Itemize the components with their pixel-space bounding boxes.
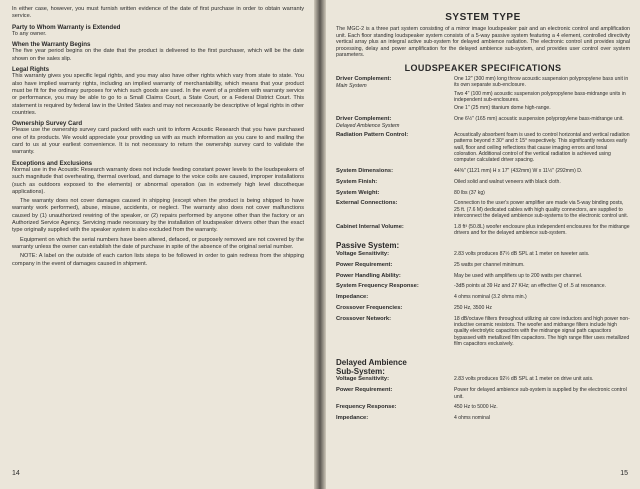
- spec-value: [454, 190, 630, 198]
- spec-value: [454, 283, 630, 291]
- spec-value: [454, 387, 630, 402]
- spec-value: [454, 404, 630, 412]
- spec-label: [336, 132, 454, 165]
- spec-value: [454, 251, 630, 259]
- spec-value-text: 18 dB/octave filters throughout utilizing air core inductors and high power non-inductive ceramic resistors. The woofer and midrange filters include high quality electrolytic capacitors with the midrange signal path capacitors bypassed with metallized film capacitors. The high range filter uses metallized film capacitors exclusively.: [454, 315, 630, 347]
- section-paragraph: Equipment on which the serial numbers have been altered, defaced, or purposely removed are not covered by the warranty unless the owner can establish the date of purchase in spite of the absence of the original serial number.: [12, 236, 304, 250]
- system-type-title: SYSTEM TYPE: [445, 12, 521, 23]
- page-number-left: 14: [12, 470, 20, 477]
- spec-label: [336, 316, 454, 349]
- spec-value-text: Connection to the user's power amplifier are made via 5-way binding posts, 25 ft. (7.6 M) dedicated cables with high quality connectors, are supplied to interconnect the delayed ambience sub-systems to the electronic control unit.: [454, 200, 629, 220]
- spec-row: [336, 251, 630, 259]
- spec-label-text: System Frequency Response:: [336, 283, 419, 290]
- warranty-sections: [12, 24, 304, 268]
- spec-row: [336, 273, 630, 281]
- spec-value-text: 25 watts per channel minimum.: [454, 261, 525, 268]
- spec-row: [336, 132, 630, 165]
- spec-label-text: Driver Complement:: [336, 115, 392, 122]
- spec-value-text: 1.8 ft³ (50.8L) woofer enclosure plus independent enclosures for the midrange drivers and for the delayed ambience sub-system.: [454, 223, 630, 237]
- spec-label-text: Voltage Sensitivity:: [336, 376, 390, 383]
- spec-value-text: 2.83 volts produces 87½ dB SPL at 1 meter on tweeter axis.: [454, 251, 590, 257]
- spec-row: [336, 294, 630, 302]
- spec-row: [336, 262, 630, 270]
- spec-sublabel: Main System: [336, 82, 367, 89]
- spec-row: [336, 179, 630, 187]
- specs-title: LOUDSPEAKER SPECIFICATIONS: [404, 62, 562, 73]
- spec-value: [454, 294, 630, 302]
- spec-value-text: Power for delayed ambience sub-system is supplied by the electronic control unit.: [454, 387, 627, 400]
- spec-value-text: -3dB points at 39 Hz and 27 KHz; an effective Q of .5 at resonance.: [454, 283, 606, 290]
- spec-label: [336, 294, 454, 302]
- spec-value: [454, 179, 630, 187]
- spec-label: [336, 262, 454, 270]
- system-type-intro: The MGC-2 is a three part system consisting of a mirror image loudspeaker pair and an electronic control and amplification unit. Each floor standing loudspeaker system consists of a 5-way passive system featuring a 4 element, controlled directivity vertical array plus an integral active sub-system for delayed ambience radiation. The electronic control unit provides signal processing, delay and power amplification for the delayed ambience sub-system, and provides user control over system parameters.: [336, 26, 630, 59]
- spec-value: [454, 316, 630, 349]
- spec-label-text: System Dimensions:: [336, 168, 394, 175]
- spec-value-text: One 12" (300 mm) long throw acoustic suspension polypropylene bass unit in its own separate sub-enclosure.: [454, 75, 629, 89]
- spec-value: [454, 200, 630, 221]
- book-gutter: [314, 0, 326, 489]
- section-heading: Legal Rights: [12, 66, 50, 74]
- passive-title: Passive System:: [336, 241, 400, 251]
- spec-row: [336, 305, 630, 313]
- spec-label: [336, 273, 454, 281]
- spec-row: [336, 387, 630, 402]
- passive-specs-list: [336, 251, 630, 349]
- right-page: [326, 0, 640, 489]
- section-heading: Ownership Survey Card: [12, 120, 83, 128]
- spec-value-text: 80 lbs (37 kg): [454, 189, 485, 196]
- spec-label: [336, 179, 454, 187]
- spec-value-text: Oiled solid and walnut veneers with black cloth.: [454, 178, 561, 185]
- spec-label-text: Voltage Sensitivity:: [336, 251, 390, 257]
- spec-row: [336, 415, 630, 423]
- spec-value: [454, 76, 630, 113]
- spec-value-text: 44⅝" (1121 mm) H x 17" (432mm) W x 11½" (292mm) D.: [454, 168, 583, 175]
- spec-label: [336, 305, 454, 313]
- section-paragraph: The warranty does not cover damages caused in shipping (except when the product is being shipped to have warranty work performed), abuse, misuse, accidents, or neglect. The warranty also does not cover malfunctions caused by (1) unauthorized rewiring of the speaker, or (2) repairs performed by anyone other than the factory or an Authorized Service Agency. Servicing made necessary by the installation of loudspeaker drivers other than the exact type originally supplied with the speaker system is also excluded from the warranty.: [12, 198, 304, 234]
- spec-value-text: One 1" (25 mm) titanium dome high-range.: [454, 105, 551, 112]
- specs-list: [336, 76, 630, 238]
- delayed-title-line2: Sub-System:: [336, 366, 385, 376]
- spec-value-text: 4 ohms nominal: [454, 415, 490, 422]
- delayed-specs-list: [336, 376, 630, 423]
- spec-label-text: Impedance:: [336, 294, 369, 301]
- spec-label-text: Frequency Response:: [336, 404, 397, 411]
- spec-value: [454, 262, 630, 270]
- spec-row: [336, 76, 630, 113]
- spec-value: [454, 415, 630, 423]
- spec-label: [336, 283, 454, 291]
- spec-row: [336, 224, 630, 239]
- spec-label: [336, 376, 454, 384]
- spec-value: [454, 224, 630, 239]
- spec-label-text: Crossover Network:: [336, 315, 392, 322]
- spec-value-text: 2.83 volts produces 92½ dB SPL at 1 meter on drive unit axis.: [454, 376, 594, 383]
- spec-label-text: Power Requirement:: [336, 387, 393, 394]
- section-paragraph: Normal use in the Acoustic Research warranty does not include feeding constant power levels to the loudspeakers of such magnitude that overheating, thermal overload, and damage to the voice coils are caused, improper installations (such as outdoors exposed to the elements) or abnormal operation (as in extremely high level discotheque applications).: [12, 166, 304, 195]
- spec-row: [336, 200, 630, 221]
- spec-value-text: 4 ohms nominal (3.2 ohms min.): [454, 294, 527, 301]
- spec-label: [336, 224, 454, 239]
- spec-label: [336, 200, 454, 221]
- spec-label-text: Radiation Pattern Control:: [336, 132, 409, 139]
- spec-label: [336, 76, 454, 113]
- spec-label-text: Impedance:: [336, 415, 369, 422]
- spec-label-text: Driver Complement:: [336, 75, 392, 82]
- spec-label: [336, 116, 454, 130]
- spec-value: [454, 168, 630, 176]
- spec-label-text: Cabinet Internal Volume:: [336, 223, 404, 230]
- spec-value-text: 250 Hz, 3500 Hz: [454, 304, 492, 311]
- section-heading: Party to Whom Warranty is Extended: [12, 23, 121, 31]
- spec-label-text: System Weight:: [336, 189, 380, 196]
- spec-value-text: One 6½" (165 mm) acoustic suspension polypropylene bass-midrange unit.: [454, 115, 624, 122]
- spec-value-text: May be used with amplifiers up to 200 watts per channel.: [454, 272, 583, 279]
- spec-row: [336, 376, 630, 384]
- spec-label-text: Crossover Frequencies:: [336, 304, 403, 311]
- spec-row: [336, 283, 630, 291]
- spec-value-text: 450 Hz to 5000 Hz.: [454, 404, 498, 411]
- spec-label-text: External Connections:: [336, 200, 398, 207]
- spec-value: [454, 376, 630, 384]
- spec-row: [336, 168, 630, 176]
- spec-row: [336, 316, 630, 349]
- spec-label: [336, 190, 454, 198]
- section-heading: When the Warranty Begins: [12, 41, 91, 49]
- section-paragraph: This warranty gives you specific legal rights, and you may also have other rights which vary from state to state. You also have implied warranty rights, including an implied warranty of merchantability, which means that your product must be fit for the ordinary purposes for which such goods are used. In the event of a problem with warranty service or performance, you may be able to go to a Small Claims Court, a State Court, or a Federal District Court. This statement is required by federal law in the United States and may not necessarily be descriptive of legal rights in other countries.: [12, 73, 304, 116]
- spec-value: [454, 305, 630, 313]
- spec-row: [336, 190, 630, 198]
- spec-value: [454, 116, 630, 130]
- spec-label: [336, 415, 454, 423]
- section-paragraph: To any owner.: [12, 30, 47, 37]
- spec-value: [454, 132, 630, 165]
- spec-row: [336, 404, 630, 412]
- spec-label-text: Power Handling Ability:: [336, 272, 401, 279]
- page-number-right: 15: [620, 470, 628, 477]
- spec-label: [336, 404, 454, 412]
- spec-value-text: Two 4" (100 mm) acoustic suspension polypropylene bass-midrange units in independent sub-enclosures.: [454, 90, 626, 103]
- delayed-title-line1: Delayed Ambience: [336, 358, 407, 368]
- section-paragraph: NOTE: A label on the outside of each carton lists steps to be followed in order to gain redress from the shipping company in the event of damages caused in shipment.: [12, 253, 304, 267]
- spec-sublabel: Delayed Ambience System: [336, 122, 400, 129]
- section-paragraph: Please use the ownership survey card packed with each unit to inform Acoustic Research that you have purchased one of its products. We would appreciate your providing us with as much information as you care to and mailing the card to us at your earliest convenience. It is not necessary to return the ownership survey card to validate the warranty.: [12, 127, 304, 156]
- spec-label: [336, 251, 454, 259]
- section-paragraph: The five year period begins on the date that the product is delivered to the first purchaser, which will be the date shown on the sales slip.: [12, 48, 304, 62]
- spec-label-text: System Finish:: [336, 178, 378, 185]
- spec-label-text: Power Requirement:: [336, 261, 393, 268]
- left-page: [0, 0, 314, 489]
- spec-label: [336, 168, 454, 176]
- warranty-intro: In either case, however, you must furnish written evidence of the date of first purchase in order to obtain warranty service.: [12, 6, 304, 20]
- spec-value: [454, 273, 630, 281]
- spec-label: [336, 387, 454, 402]
- section-heading: Exceptions and Exclusions: [12, 159, 93, 167]
- spec-row: [336, 116, 630, 130]
- spec-value-text: Acoustically absorbent foam is used to control horizontal and vertical radiation patterns beyond ± 30° and ± 15° respectively. This significantly reduces early wall, floor and ceiling reflections that cause imaging errors and tonal coloration. Additional control of the vertical radiation is achieved using computer calculated driver spacing.: [454, 132, 630, 164]
